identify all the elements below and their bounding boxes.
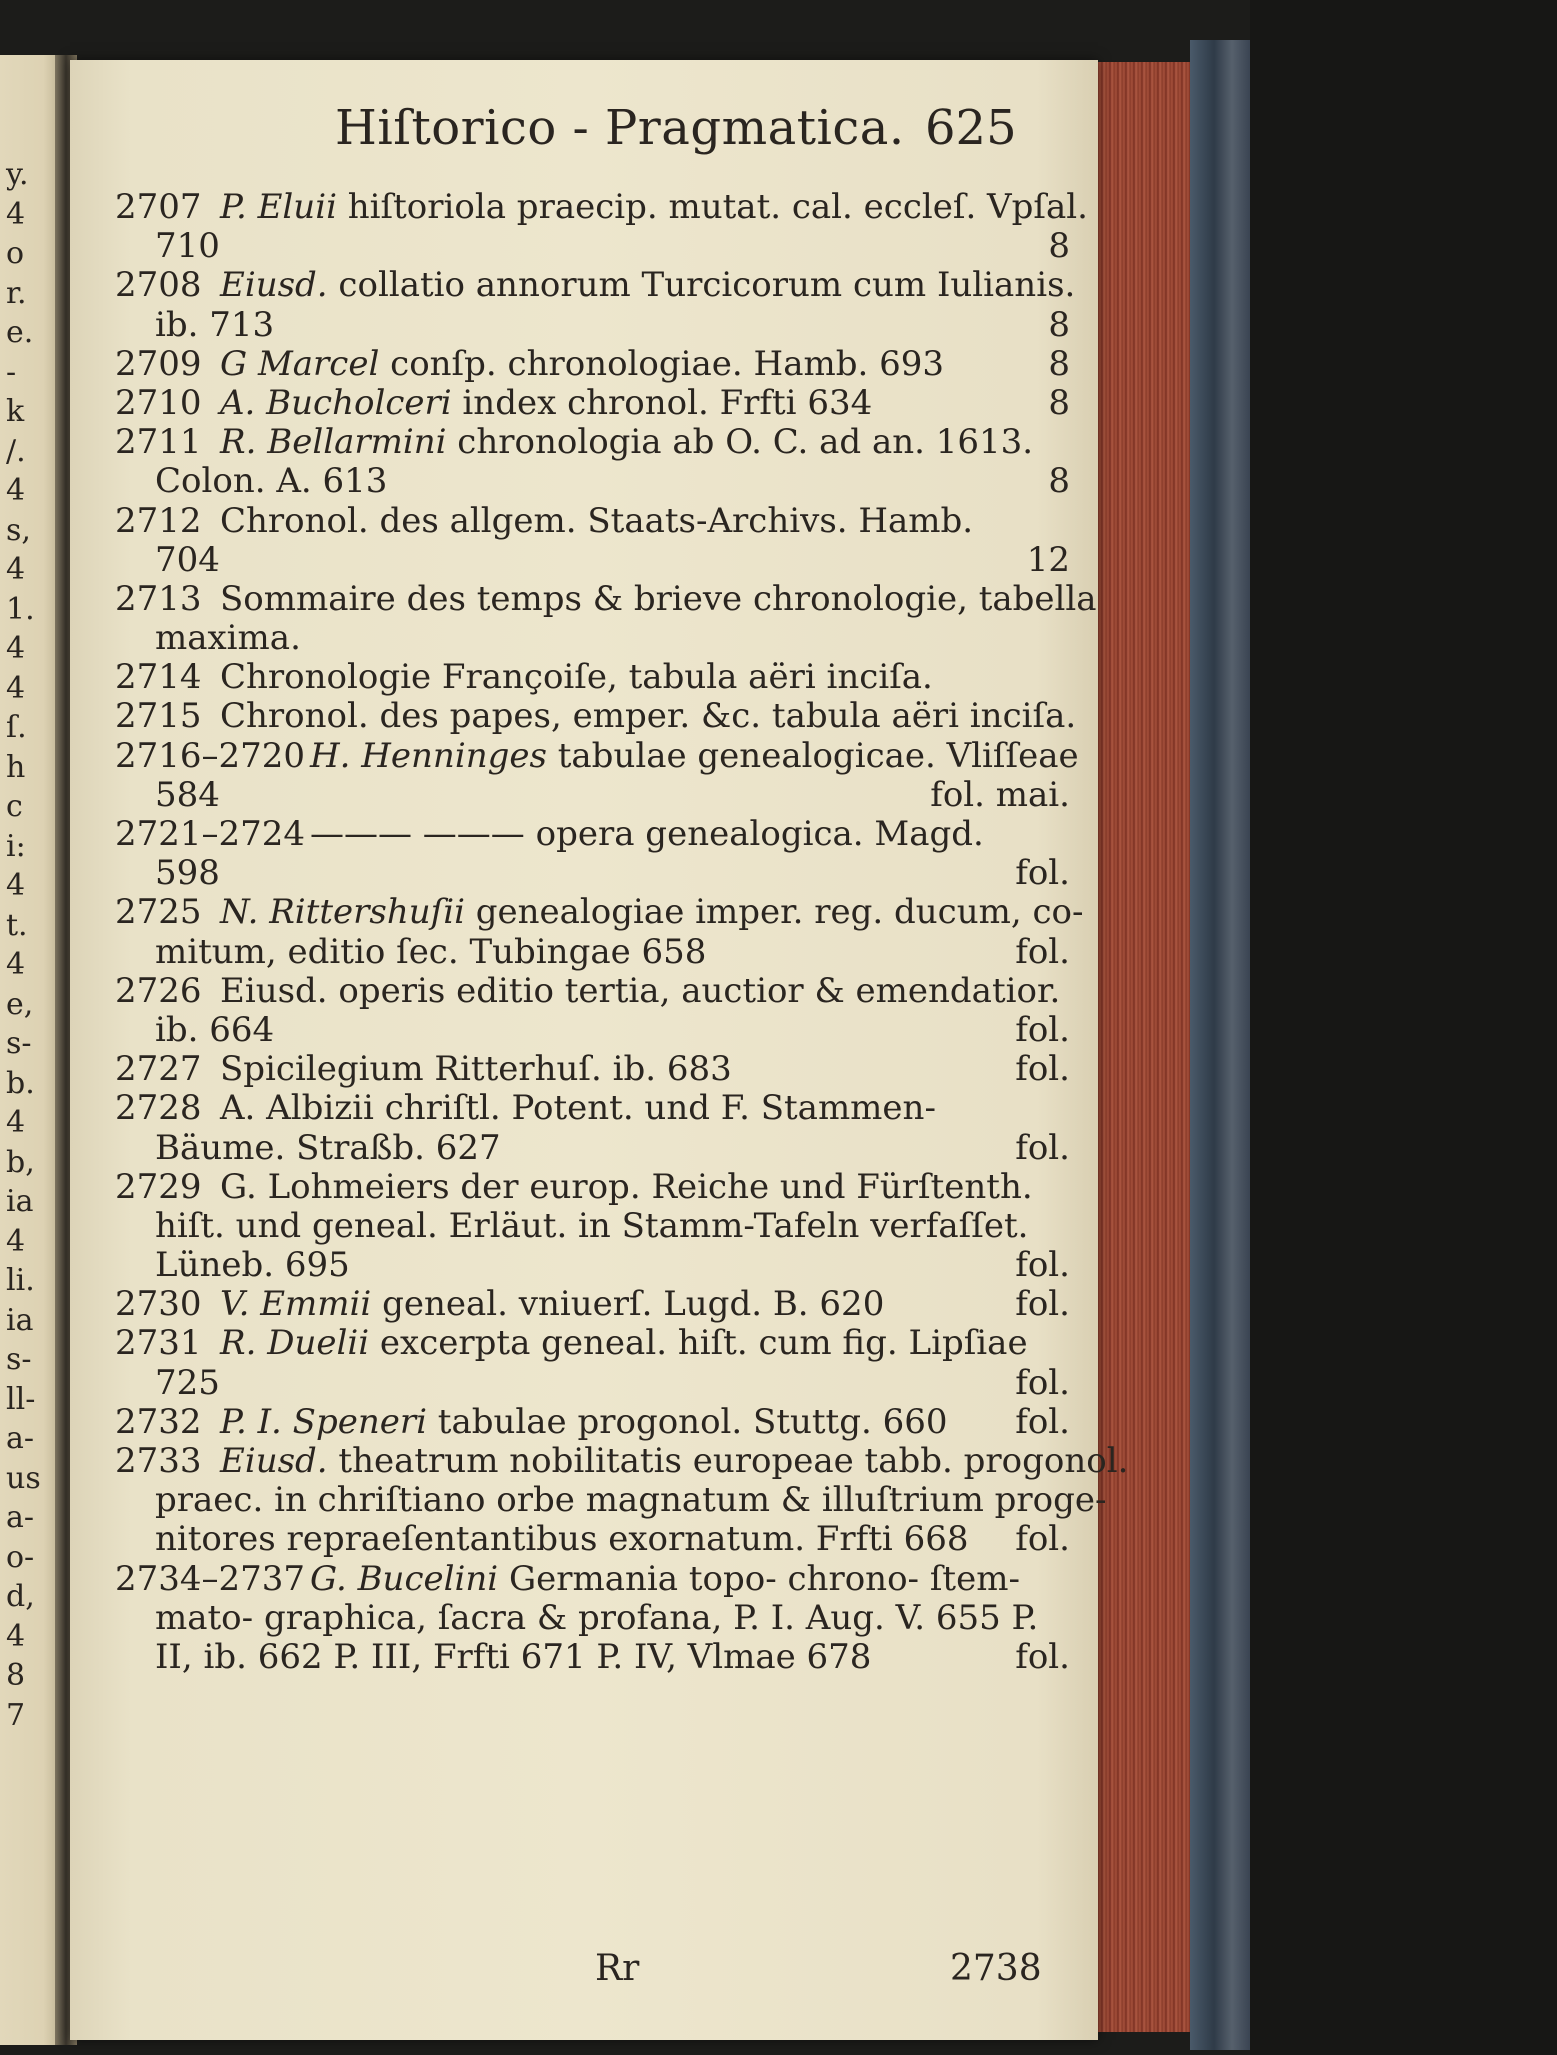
signature-mark: Rr <box>595 1948 640 1989</box>
entry-number: 2713 <box>115 578 202 619</box>
facing-page-letter: t. <box>6 907 28 943</box>
entry-title: ——— ——— opera genealogica. Magd. <box>310 814 984 854</box>
entry-continuation: nitores repraeſentantibus exornatum. Frfti 668 <box>155 1519 969 1560</box>
catalog-line <box>115 972 1070 1011</box>
entry-title: index chronol. Frfti 634 <box>451 382 873 423</box>
catalog-line <box>115 1599 1070 1638</box>
entry-format: fol. <box>1015 1636 1070 1677</box>
catalog-line <box>115 1011 1070 1050</box>
page-number: 625 <box>925 100 1017 156</box>
entry-author: A. Bucholceri <box>220 382 452 423</box>
running-header <box>70 100 1098 160</box>
page-title: Hiſtorico - Pragmatica. <box>335 100 905 156</box>
entry-continuation: praec. in chriſtiano orbe magnatum & illuſtrium proge- <box>155 1480 1107 1521</box>
entry-format: fol. <box>1015 1519 1070 1560</box>
entry-text <box>220 1442 1128 1481</box>
catchword: 2738 <box>950 1948 1042 1989</box>
facing-page-letter: ia <box>6 1184 34 1219</box>
catalog-line <box>115 815 1070 854</box>
page-edges <box>1098 62 1190 2032</box>
book-page <box>70 60 1129 2040</box>
facing-page-letter: s, <box>6 512 31 548</box>
entry-continuation: mitum, editio ſec. Tubingae 658 <box>155 931 707 972</box>
entry-title: tabulae genealogicae. Vliſſeae <box>546 735 1079 776</box>
entry-number: 2715 <box>115 696 202 737</box>
catalog-line <box>115 1168 1070 1207</box>
facing-page-fragment <box>0 55 62 2045</box>
catalog-line <box>115 578 1097 619</box>
entry-text <box>220 972 1060 1011</box>
entry-title: genealogiae imper. reg. ducum, co- <box>464 892 1084 933</box>
entry-format: fol. <box>1015 853 1070 894</box>
entry-author: R. Duelii <box>220 1323 370 1364</box>
entry-text <box>220 697 1076 736</box>
entry-format: fol. <box>1015 931 1070 972</box>
entry-number: 2708 <box>115 265 202 306</box>
facing-page-letter: 4 <box>6 196 26 232</box>
entry-number: 2731 <box>115 1323 202 1364</box>
facing-page-letter: h <box>6 749 26 785</box>
entry-author: G Marcel <box>220 343 380 384</box>
facing-page-letter: c <box>6 789 23 824</box>
entry-format: fol. <box>1015 1127 1070 1168</box>
entry-format: fol. mai. <box>930 774 1070 815</box>
catalog-line <box>115 541 1070 580</box>
entry-title: chronologia ab O. C. ad an. 1613. <box>446 422 1034 463</box>
entry-number: 2707 <box>115 187 202 227</box>
entry-number: 2709 <box>115 343 202 384</box>
facing-page-letter: 8 <box>6 1658 26 1693</box>
entry-title: A. Albizii chriſtl. Potent. und F. Stammen- <box>220 1088 936 1129</box>
facing-page-letter: ll- <box>6 1381 36 1417</box>
entry-format: 8 <box>1048 343 1070 384</box>
catalog-line <box>115 1364 1070 1403</box>
facing-page-letter: 4 <box>6 631 26 666</box>
catalog-line <box>115 345 1070 384</box>
entry-number: 2712 <box>115 500 202 541</box>
entry-title: geneal. vniuerſ. Lugd. B. 620 <box>371 1284 885 1325</box>
entry-author: Eiusd. <box>220 265 328 306</box>
facing-page-letter: a- <box>6 1421 35 1456</box>
entry-continuation: Lüneb. 695 <box>155 1245 350 1286</box>
entry-text <box>220 384 872 423</box>
entry-format: fol. <box>1015 1401 1070 1442</box>
entry-number: 2710 <box>115 382 202 423</box>
catalog-line <box>115 696 1077 737</box>
facing-page-letter: e. <box>6 315 34 350</box>
facing-page-letter: o <box>6 236 25 271</box>
entry-number: 2711 <box>115 422 202 463</box>
catalog-line <box>115 1207 1070 1246</box>
facing-page-letter: d, <box>6 1579 35 1614</box>
catalog-line <box>115 1324 1070 1363</box>
facing-page-letter: k <box>6 394 25 429</box>
facing-page-letter: 4 <box>6 1105 26 1140</box>
catalog-entries <box>115 187 1129 1677</box>
entry-author: N. Rittershuſii <box>220 892 465 933</box>
entry-number: 2730 <box>115 1284 202 1325</box>
catalog-line <box>115 187 1088 227</box>
catalog-line <box>115 462 1070 501</box>
entry-title: hiſtoriola praecip. mutat. cal. eccleſ. Vpſal. <box>336 187 1088 227</box>
facing-page-letter: b, <box>6 1144 35 1180</box>
entry-text <box>220 1089 936 1128</box>
entry-continuation: II, ib. 662 P. III, Frfti 671 P. IV, Vlmae 678 <box>155 1636 872 1677</box>
entry-continuation: Bäume. Straßb. 627 <box>155 1127 501 1168</box>
entry-text <box>220 893 1083 932</box>
entry-text <box>220 188 1088 227</box>
entry-text <box>220 502 973 541</box>
entry-text <box>220 1285 884 1324</box>
entry-author: P. I. Speneri <box>220 1401 427 1442</box>
entry-continuation: Colon. A. 613 <box>155 461 388 502</box>
entry-continuation: 584 <box>155 774 220 815</box>
facing-page-letter: i: <box>6 828 26 864</box>
catalog-line <box>115 1480 1107 1521</box>
facing-page-letter: us <box>6 1460 41 1496</box>
entry-author: H. Henninges <box>310 735 547 776</box>
facing-page-letter: 1. <box>6 591 35 627</box>
entry-number: 2726 <box>115 970 202 1011</box>
entry-format: fol. <box>1015 1009 1070 1050</box>
facing-page-letter: 4 <box>6 1618 26 1654</box>
background <box>1250 0 1557 2055</box>
entry-number: 2727 <box>115 1049 202 1090</box>
catalog-line <box>115 892 1084 933</box>
facing-page-letter: s- <box>6 1342 32 1377</box>
catalog-line <box>115 1638 1070 1677</box>
entry-number: 2728 <box>115 1088 202 1129</box>
entry-text <box>220 423 1033 462</box>
entry-title: theatrum nobilitatis europeae tabb. progonol. <box>327 1441 1129 1481</box>
entry-author: V. Emmii <box>220 1284 372 1325</box>
entry-format: 8 <box>1048 461 1070 502</box>
catalog-line <box>115 1441 1129 1481</box>
catalog-line <box>115 1246 1070 1285</box>
entry-format: fol. <box>1015 1362 1070 1403</box>
entry-title: conſp. chronologiae. Hamb. 693 <box>379 343 944 384</box>
facing-page-letter: ſ. <box>6 710 27 745</box>
facing-page-letter: b. <box>6 1065 35 1101</box>
facing-page-letter: ia <box>6 1302 34 1338</box>
facing-page-letter: /. <box>6 433 26 469</box>
catalog-line <box>115 933 1070 972</box>
entry-continuation: 704 <box>155 539 220 580</box>
entry-text <box>220 266 1075 305</box>
entry-format: 12 <box>1026 539 1070 580</box>
entry-format: fol. <box>1015 1245 1070 1286</box>
catalog-line <box>115 227 1070 266</box>
catalog-line <box>115 1089 1070 1128</box>
entry-text <box>220 345 944 384</box>
catalog-line <box>115 1403 1070 1442</box>
facing-page-letter: 4 <box>6 947 26 982</box>
entry-number: 2714 <box>115 657 202 698</box>
entry-format: 8 <box>1048 304 1070 345</box>
entry-continuation: 725 <box>155 1362 220 1403</box>
entry-number: 2729 <box>115 1166 202 1207</box>
entry-title: Germania topo- chrono- ſtem- <box>498 1558 1020 1599</box>
entry-title: Chronol. des papes, emper. &c. tabula aëri inciſa. <box>220 696 1077 737</box>
catalog-line <box>115 854 1070 893</box>
book-cover-edge <box>1190 40 1250 2050</box>
facing-page-letter: 4 <box>6 868 26 903</box>
facing-page-letter: - <box>6 354 17 390</box>
facing-page-letter: o- <box>6 1539 35 1575</box>
catalog-line <box>115 735 1079 776</box>
entry-title: Spicilegium Ritterhuſ. ib. 683 <box>220 1049 732 1090</box>
entry-continuation: ib. 664 <box>155 1009 275 1050</box>
entry-number: 2732 <box>115 1401 202 1442</box>
entry-title: collatio annorum Turcicorum cum Iulianis. <box>327 265 1076 306</box>
entry-format: 8 <box>1048 226 1070 267</box>
catalog-line <box>115 502 1070 541</box>
entry-author: Eiusd. <box>220 1441 328 1481</box>
entry-continuation: mato- graphica, ſacra & profana, P. I. Aug. V. 655 P. <box>155 1597 1039 1638</box>
facing-page-letter: y. <box>6 157 29 192</box>
facing-page-letter: e, <box>6 986 34 1022</box>
entry-number: 2716–2720 <box>115 735 306 776</box>
facing-page-letter: 4 <box>6 552 26 587</box>
entry-title: Eiusd. operis editio tertia, auctior & emendatior. <box>220 970 1061 1011</box>
entry-text <box>220 1324 1028 1363</box>
entry-text <box>220 580 1097 619</box>
entry-text <box>220 658 933 697</box>
facing-page-letter: s- <box>6 1026 32 1061</box>
entry-text <box>310 815 984 854</box>
entry-text <box>310 737 1079 776</box>
entry-continuation: 710 <box>155 226 220 267</box>
facing-page-letter: 4 <box>6 1223 26 1259</box>
catalog-line <box>115 1285 1070 1324</box>
entry-number: 2734–2737 <box>115 1558 306 1599</box>
catalog-line <box>115 423 1070 462</box>
entry-title: excerpta geneal. hiſt. cum fig. Lipſiae <box>369 1323 1028 1364</box>
entry-author: R. Bellarmini <box>220 422 447 463</box>
entry-title: Sommaire des temps & brieve chronologie, tabella <box>220 578 1097 619</box>
catalog-line <box>115 1050 1070 1089</box>
page-footer <box>70 1948 1098 1998</box>
catalog-line <box>115 1520 1070 1559</box>
facing-page-letter: r. <box>6 275 27 311</box>
facing-page-letter: a- <box>6 1500 35 1535</box>
catalog-line <box>115 384 1070 423</box>
entry-number: 2721–2724 <box>115 814 306 854</box>
entry-text <box>310 1560 1020 1599</box>
entry-number: 2725 <box>115 892 202 933</box>
entry-format: fol. <box>1015 1049 1070 1090</box>
entry-continuation: hiſt. und geneal. Erläut. in Stamm-Tafeln verfaſſet. <box>155 1205 1029 1246</box>
entry-number: 2733 <box>115 1441 202 1481</box>
catalog-line <box>115 776 1070 815</box>
entry-text <box>220 1403 948 1442</box>
entry-continuation: ib. 713 <box>155 304 275 345</box>
entry-format: 8 <box>1048 382 1070 423</box>
catalog-line <box>115 619 1070 658</box>
facing-page-letter: 7 <box>6 1697 26 1733</box>
entry-text <box>220 1168 1033 1207</box>
entry-title: tabulae progonol. Stuttg. 660 <box>426 1401 948 1442</box>
catalog-line <box>115 658 1070 697</box>
catalog-line <box>115 306 1070 345</box>
entry-title: Chronologie Françoiſe, tabula aëri inciſa. <box>220 657 933 698</box>
facing-page-letter: 4 <box>6 670 26 706</box>
entry-continuation: maxima. <box>155 618 301 659</box>
catalog-line <box>115 1560 1070 1599</box>
entry-author: P. Eluii <box>220 187 337 227</box>
entry-author: G. Bucelini <box>310 1558 499 1599</box>
entry-format: fol. <box>1015 1284 1070 1325</box>
catalog-line <box>115 1129 1070 1168</box>
catalog-line <box>115 265 1076 306</box>
entry-continuation: 598 <box>155 853 220 894</box>
entry-title: Chronol. des allgem. Staats-Archivs. Hamb. <box>220 500 974 541</box>
facing-page-letter: li. <box>6 1263 35 1298</box>
entry-title: G. Lohmeiers der europ. Reiche und Fürſtenth. <box>220 1166 1033 1207</box>
facing-page-letter: 4 <box>6 473 26 508</box>
entry-text <box>220 1050 732 1089</box>
